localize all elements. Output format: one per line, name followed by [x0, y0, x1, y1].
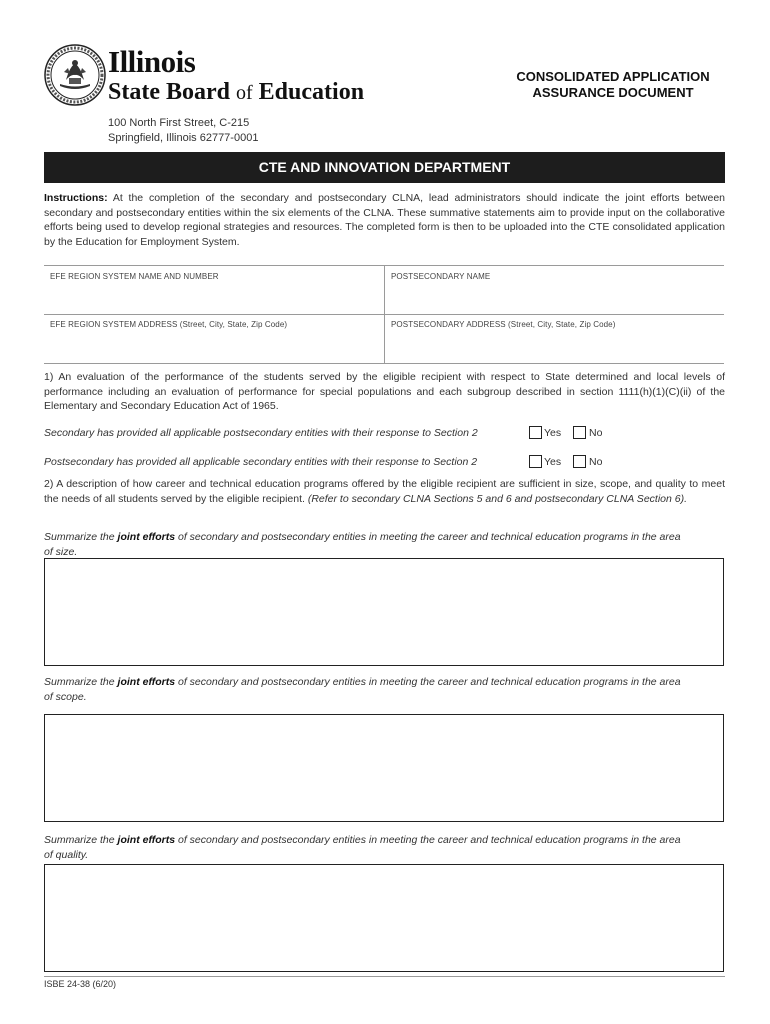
secondary-no-checkbox[interactable] — [573, 426, 586, 439]
postsecondary-check-label: Postsecondary has provided all applicable secondary entities with their response to Section 2 — [44, 456, 478, 468]
postsecondary-name-label: POSTSECONDARY NAME — [391, 272, 491, 281]
region-info-grid — [44, 265, 724, 364]
state-seal-icon — [44, 44, 106, 106]
efe-name-label: EFE REGION SYSTEM NAME AND NUMBER — [50, 272, 219, 281]
yes-label: Yes — [544, 427, 562, 439]
secondary-yes-checkbox[interactable] — [529, 426, 542, 439]
summary-quality-prompt: Summarize the joint efforts of secondary and postsecondary entities in meeting the career and technical education programs in the area of quality. — [44, 834, 681, 861]
no-label: No — [589, 427, 603, 439]
summary-size-textbox[interactable] — [44, 558, 724, 666]
footer-divider — [44, 976, 725, 977]
summary-scope-textbox[interactable] — [44, 714, 724, 822]
yes-label: Yes — [544, 456, 562, 468]
document-title: CONSOLIDATED APPLICATION ASSURANCE DOCUMENT — [516, 69, 710, 100]
summary-scope-prompt: Summarize the joint efforts of secondary and postsecondary entities in meeting the career and technical education programs in the area of scope. — [44, 676, 681, 703]
postsecondary-name-field[interactable] — [391, 284, 719, 310]
logo-illinois: Illinois — [108, 44, 196, 79]
no-label: No — [589, 456, 603, 468]
department-banner: CTE AND INNOVATION DEPARTMENT — [44, 152, 725, 183]
efe-name-field[interactable] — [50, 284, 378, 310]
question-2-text: 2) A description of how career and technical education programs offered by the eligible recipient are sufficient in size, scope, and quality to meet the needs of all students served by the eligible recipient. (Refer to secondary CLNA Sections 5 and 6 and postsecondary CLNA Section 6). — [44, 478, 725, 505]
summary-size-prompt: Summarize the joint efforts of secondary and postsecondary entities in meeting the career and technical education programs in the area of size. — [44, 531, 681, 558]
form-number: ISBE 24-38 (6/20) — [44, 979, 117, 989]
summary-quality-textbox[interactable] — [44, 864, 724, 972]
postsecondary-yes-checkbox[interactable] — [529, 455, 542, 468]
instructions: Instructions: At the completion of the secondary and postsecondary CLNA, lead administrators should indicate the joint efforts between secondary and postsecondary entities within the six elements of the CLNA. These summative statements aim to provide input on the collaborative efforts being used to develop regional strategies and resources. The completed form is then to be uploaded into the CTE consolidated application by the Education for Employment System. — [44, 192, 725, 248]
efe-address-label: EFE REGION SYSTEM ADDRESS (Street, City, State, Zip Code) — [50, 320, 288, 329]
board-address: 100 North First Street, C-215 Springfield, Illinois 62777-0001 — [108, 117, 259, 144]
postsecondary-address-label: POSTSECONDARY ADDRESS (Street, City, State, Zip Code) — [391, 320, 616, 329]
efe-address-field[interactable] — [50, 332, 378, 360]
question-1-text: 1) An evaluation of the performance of the students served by the eligible recipient with respect to State determined and local levels of performance including an evaluation of performance for special populations and each subgroup described in section 1111(h)(1)(C)(ii) of the Elementary and Secondary Education Act of 1965. — [44, 371, 725, 412]
logo-board-of-education: State Board of Education — [108, 79, 365, 105]
secondary-check-label: Secondary has provided all applicable postsecondary entities with their response to Section 2 — [44, 427, 478, 439]
postsecondary-no-checkbox[interactable] — [573, 455, 586, 468]
postsecondary-address-field[interactable] — [391, 332, 719, 360]
